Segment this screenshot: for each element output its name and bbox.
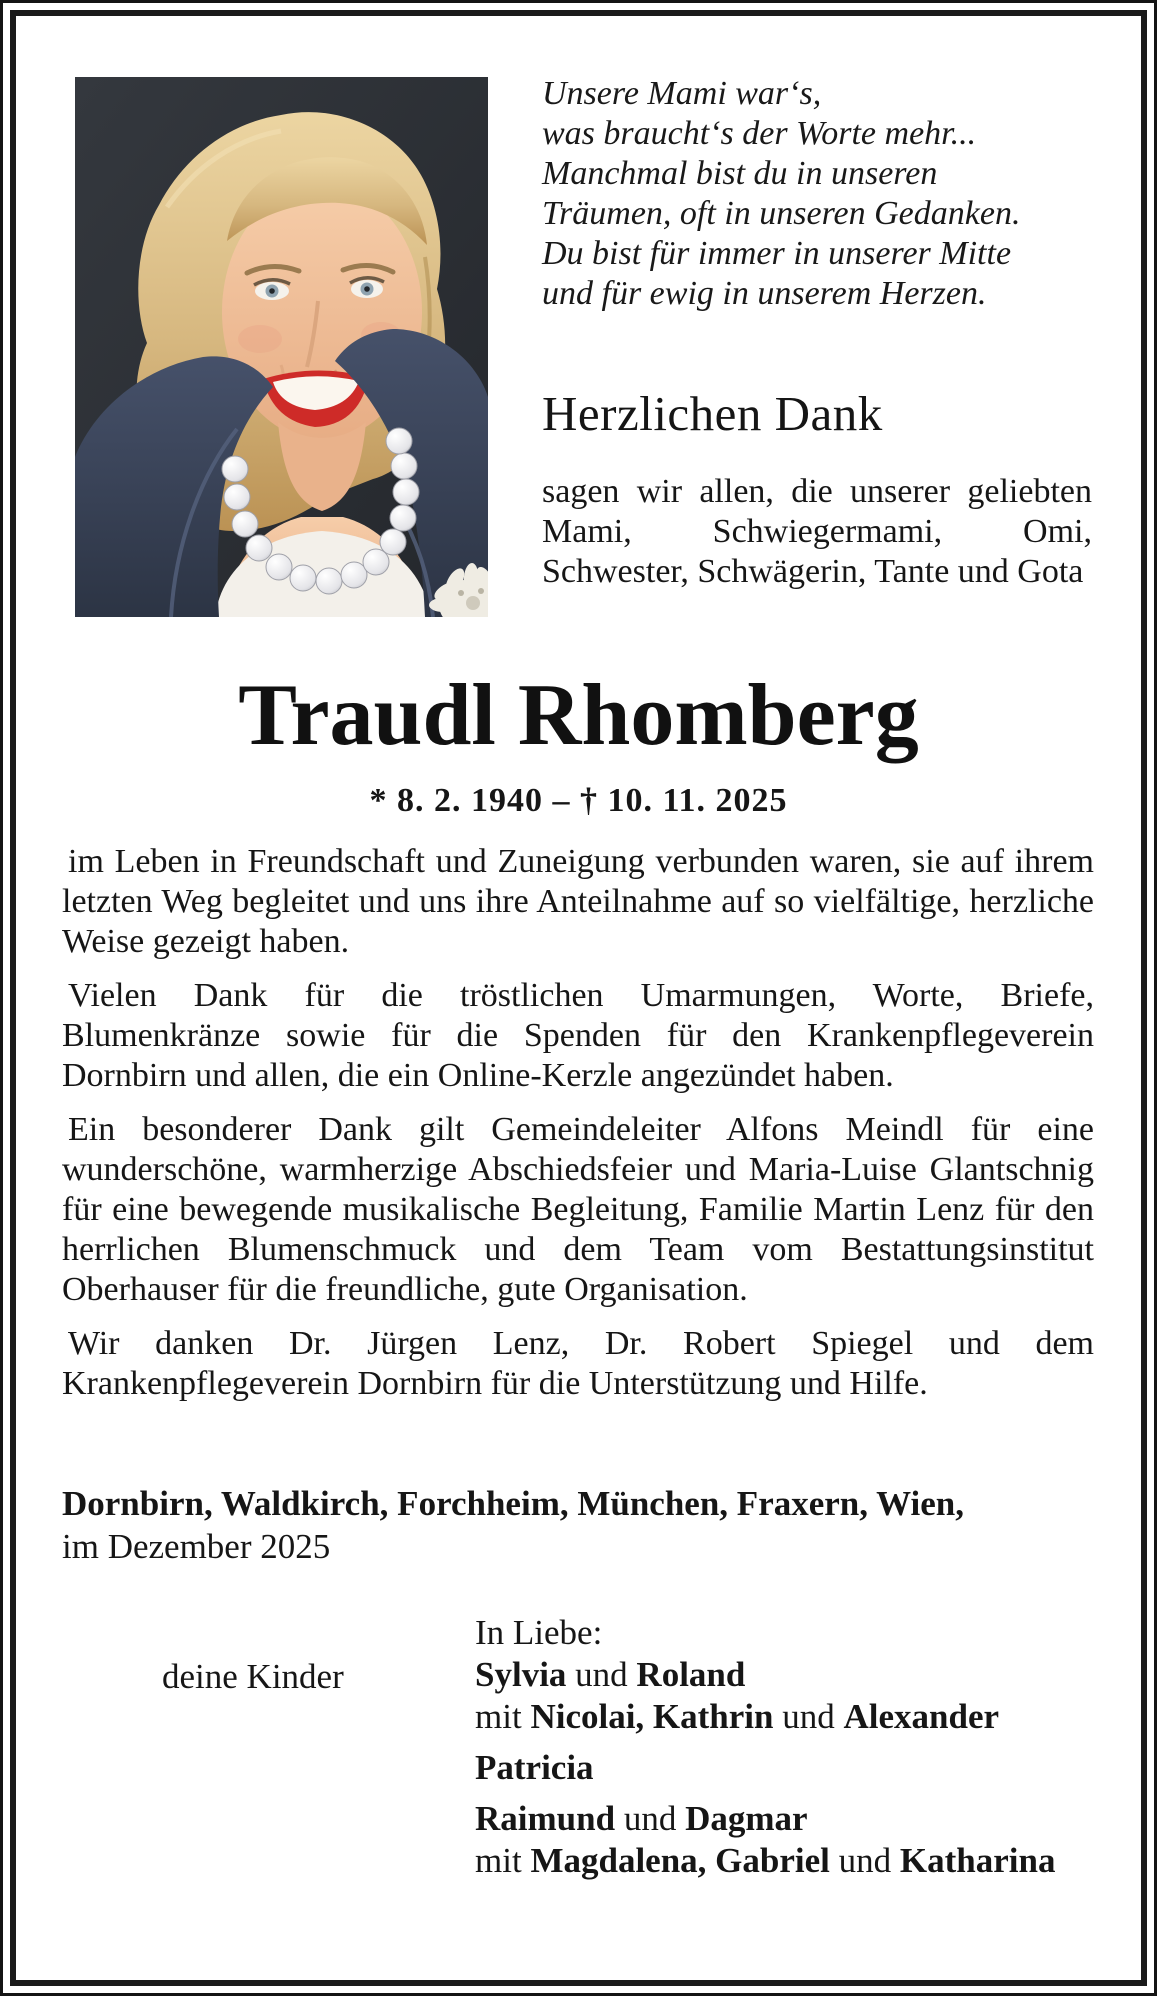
poem-line: Träumen, oft in unseren Gedanken. (542, 195, 1021, 232)
thanks-paragraph: im Leben in Freundschaft und Zuneigung verbunden waren, sie auf ihrem letzten Weg begleitet und uns ihre Anteilnahme auf so vielfältige, herzliche Weise gezeigt haben. (62, 843, 1094, 960)
family-name-line: Patricia (475, 1748, 594, 1787)
poem-line: Du bist für immer in unserer Mitte (542, 235, 1012, 272)
family-name-line: Raimund und Dagmar (475, 1799, 808, 1838)
family-block (16, 1612, 1096, 1882)
closing-date: im Dezember 2025 (62, 1527, 331, 1566)
family-names (475, 1612, 1096, 1882)
deceased-name: Traudl Rhomberg (238, 667, 919, 764)
memorial-poem (542, 74, 1108, 314)
family-name-line: Sylvia und Roland (475, 1655, 746, 1694)
poem-line: und für ewig in unserem Herzen. (542, 275, 987, 312)
poem-line: Manchmal bist du in unseren (542, 155, 938, 192)
life-dates: * 8. 2. 1940 – † 10. 11. 2025 (369, 782, 788, 819)
thanks-heading: Herzlichen Dank (542, 386, 883, 441)
closing-places: Dornbirn, Waldkirch, Forchheim, München, Fraxern, Wien, (62, 1484, 964, 1523)
thanks-paragraph: Ein besonderer Dank gilt Gemeindeleiter Alfons Meindl für eine wunderschöne, warmherzige Abschiedsfeier und Maria-Luise Glantschnig für eine bewegende musikalische Begleitung, Familie Martin Lenz für den herrlichen Blumenschmuck und dem Team vom Bestattungsinstitut Oberhauser für die freundliche, gute Organisation. (62, 1111, 1094, 1308)
children-label: deine Kinder (162, 1657, 344, 1696)
family-name-line: mit Nicolai, Kathrin und Alexander (475, 1697, 1000, 1736)
portrait-photo (75, 77, 488, 617)
thanks-paragraph: Wir danken Dr. Jürgen Lenz, Dr. Robert Spiegel und dem Krankenpflegeverein Dornbirn für die Unterstützung und Hilfe. (62, 1325, 1094, 1402)
family-name-line: mit Magdalena, Gabriel und Katharina (475, 1841, 1056, 1880)
closing-block (62, 1482, 1094, 1568)
poem-line: was braucht‘s der Worte mehr... (542, 115, 977, 152)
thanks-paragraph: Vielen Dank für die tröstlichen Umarmungen, Worte, Briefe, Blumenkränze sowie für die Spenden für den Krankenpflegeverein Dornbirn und allen, die ein Online-Kerzle angezündet haben. (62, 977, 1094, 1094)
salutation: In Liebe: (475, 1613, 603, 1652)
poem-line: Unsere Mami war‘s, (542, 75, 822, 112)
thanks-intro: sagen wir allen, die unserer geliebten Mami, Schwiegermami, Omi, Schwester, Schwägerin, Tante und Gota (542, 473, 1092, 590)
decorative-frame (10, 10, 1147, 1986)
thanks-body (62, 842, 1094, 1418)
